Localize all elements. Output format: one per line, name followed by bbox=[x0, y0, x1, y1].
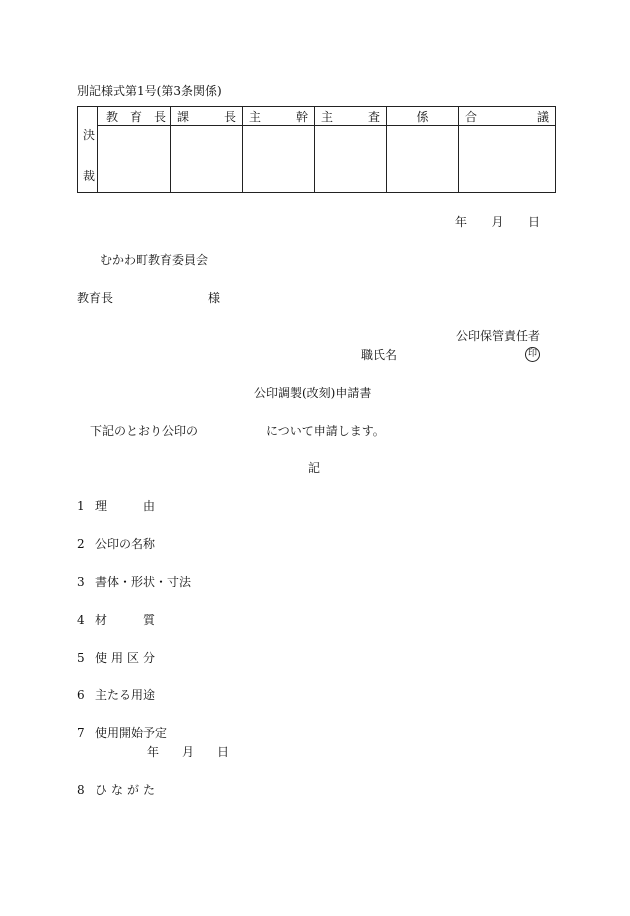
item-5-label-c2: 用 bbox=[110, 651, 123, 665]
item-2-number: 2 bbox=[77, 537, 85, 551]
item-1-number: 1 bbox=[77, 499, 85, 513]
item-5-label bbox=[95, 651, 155, 665]
item-2-label: 公印の名称 bbox=[95, 537, 156, 551]
recipient-title: 教育長 bbox=[77, 291, 114, 305]
approval-box-kakari[interactable] bbox=[387, 126, 458, 192]
approval-col-kyoikucho-c3: 長 bbox=[153, 109, 166, 124]
approval-label-bottom: 裁 bbox=[83, 169, 96, 183]
item-8-label bbox=[95, 783, 155, 797]
item-5-number: 5 bbox=[77, 651, 85, 665]
date-year: 年 bbox=[455, 215, 468, 229]
item-8-label-c3: が bbox=[126, 783, 139, 797]
date-day: 日 bbox=[527, 215, 540, 229]
approval-table bbox=[77, 106, 556, 193]
item-5-label-c1: 使 bbox=[95, 651, 108, 665]
item-4-number: 4 bbox=[77, 613, 85, 627]
date-month: 月 bbox=[491, 215, 504, 229]
approval-col-kacho bbox=[171, 107, 243, 192]
item-8-number: 8 bbox=[77, 783, 85, 797]
approval-col-kacho-c2: 長 bbox=[223, 109, 236, 124]
item-4-label bbox=[95, 613, 155, 627]
start-date-month: 月 bbox=[181, 745, 194, 759]
item-6-label: 主たる用途 bbox=[95, 688, 156, 702]
approval-label bbox=[78, 107, 98, 192]
document-title: 公印調製(改刻)申請書 bbox=[254, 386, 372, 400]
item-8-label-c2: な bbox=[110, 783, 123, 797]
approval-col-gogi-c2: 議 bbox=[536, 109, 549, 124]
start-date-year: 年 bbox=[147, 745, 160, 759]
item-4-label-c1: 材 bbox=[95, 613, 108, 627]
approval-col-kyoikucho bbox=[98, 107, 171, 192]
item-5-label-c4: 分 bbox=[142, 651, 155, 665]
item-3-label: 書体・形状・寸法 bbox=[95, 575, 192, 589]
date-line bbox=[455, 215, 540, 229]
approval-box-gogi[interactable] bbox=[459, 126, 555, 192]
item-7-label: 使用開始予定 bbox=[95, 726, 168, 740]
recipient-org: むかわ町教育委員会 bbox=[100, 253, 209, 267]
approval-col-shukan-c1: 主 bbox=[249, 109, 262, 124]
ki-mark: 記 bbox=[308, 461, 321, 475]
item-7-number: 7 bbox=[77, 726, 85, 740]
applicant-title: 公印保管責任者 bbox=[456, 329, 541, 343]
approval-col-shukan bbox=[243, 107, 315, 192]
approval-col-shusa-c2: 査 bbox=[367, 109, 380, 124]
approval-col-shukan-c2: 幹 bbox=[295, 109, 308, 124]
approval-box-kyoikucho[interactable] bbox=[98, 126, 170, 192]
form-id: 別記様式第1号(第3条関係) bbox=[77, 84, 222, 98]
approval-col-kyoikucho-c1: 教 bbox=[106, 109, 119, 124]
approval-box-kacho[interactable] bbox=[171, 126, 242, 192]
approval-col-shusa-c1: 主 bbox=[321, 109, 334, 124]
approval-box-shukan[interactable] bbox=[243, 126, 314, 192]
item-1-label-c2: 由 bbox=[142, 499, 155, 513]
approval-label-top: 決 bbox=[83, 128, 96, 142]
approval-col-kacho-c1: 課 bbox=[177, 109, 190, 124]
item-4-label-c2: 質 bbox=[142, 613, 155, 627]
start-date-day: 日 bbox=[216, 745, 229, 759]
item-8-label-c4: た bbox=[142, 783, 155, 797]
seal-mark: 印 bbox=[525, 347, 540, 362]
item-1-label bbox=[95, 499, 155, 513]
start-date-line bbox=[147, 745, 229, 759]
item-8-label-c1: ひ bbox=[95, 783, 108, 797]
item-6-number: 6 bbox=[77, 688, 85, 702]
body-prefix: 下記のとおり公印の bbox=[90, 424, 199, 438]
approval-col-kakari bbox=[387, 107, 459, 192]
approval-col-kakari-c1: 係 bbox=[416, 109, 429, 124]
applicant-name-label: 職氏名 bbox=[361, 348, 398, 362]
approval-box-shusa[interactable] bbox=[315, 126, 386, 192]
item-3-number: 3 bbox=[77, 575, 85, 589]
body-suffix: について申請します。 bbox=[266, 424, 385, 438]
approval-col-gogi bbox=[459, 107, 555, 192]
approval-col-gogi-c1: 合 bbox=[465, 109, 478, 124]
item-5-label-c3: 区 bbox=[126, 651, 139, 665]
item-1-label-c1: 理 bbox=[95, 499, 108, 513]
approval-col-shusa bbox=[315, 107, 387, 192]
recipient-honorific: 様 bbox=[208, 291, 221, 305]
approval-col-kyoikucho-c2: 育 bbox=[129, 109, 142, 124]
